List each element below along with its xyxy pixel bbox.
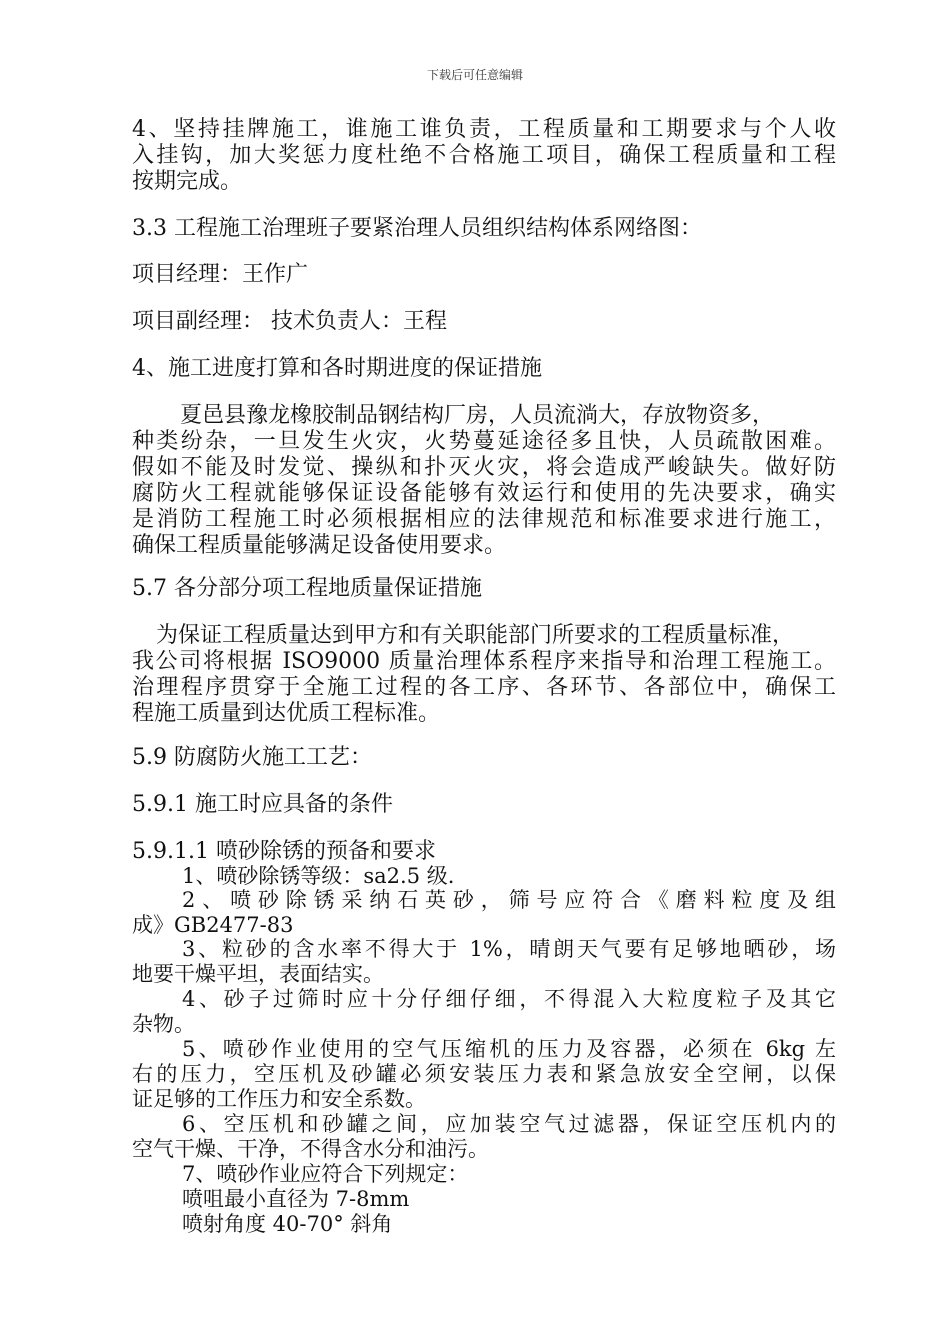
text-line: 我公司将根据 ISO9000 质量治理体系程序来指导和治理工程施工。 [132, 649, 836, 674]
text-line: 4、坚持挂牌施工，谁施工谁负责，工程质量和工期要求与个人收 [132, 117, 836, 142]
text-line: 假如不能及时发觉、操纵和扑灭火灾，将会造成严峻缺失。做好防 [132, 455, 836, 480]
text-line: 夏邑县豫龙橡胶制品钢结构厂房，人员流淌大，存放物资多， [180, 403, 775, 428]
list-item: 喷射角度 40-70° 斜角 [182, 1212, 393, 1236]
text-line: 成》GB2477-83 [132, 913, 294, 937]
text-line: 种类纷杂，一旦发生火灾，火势蔓延途径多且快，人员疏散困难。 [132, 429, 836, 454]
text-line: 空气干燥、干净，不得含水分和油污。 [132, 1137, 489, 1161]
list-item: 1、喷砂除锈等级：sa2.5 级. [182, 864, 455, 888]
text-line: 项目经理：王作广 [132, 262, 309, 287]
text-line: 腐防火工程就能够保证设备能够有效运行和使用的先决要求，确实 [132, 481, 836, 506]
section-heading: 5.9.1.1 喷砂除锈的预备和要求 [132, 839, 436, 864]
text-line: 为保证工程质量达到甲方和有关职能部门所要求的工程质量标准， [156, 623, 795, 648]
text-line: 项目副经理： 技术负责人：王程 [132, 309, 447, 334]
section-heading: 5.7 各分部分项工程地质量保证措施 [132, 576, 482, 601]
list-item: 7、喷砂作业应符合下列规定： [182, 1162, 469, 1186]
list-item: 5、喷砂作业使用的空气压缩机的压力及容器，必须在 6kg 左 [182, 1037, 836, 1061]
text-line: 证足够的工作压力和安全系数。 [132, 1087, 426, 1111]
list-item: 2、喷砂除锈采纳石英砂，筛号应符合《磨料粒度及组 [182, 888, 836, 912]
text-line: 地要干燥平坦，表面结实。 [132, 962, 384, 986]
list-item: 6、空压机和砂罐之间，应加装空气过滤器，保证空压机内的 [182, 1112, 836, 1136]
section-heading: 3.3 工程施工治理班子要紧治理人员组织结构体系网络图： [132, 216, 702, 241]
text-line: 按期完成。 [132, 169, 243, 194]
text-line: 入挂钩，加大奖惩力度杜绝不合格施工项目，确保工程质量和工程 [132, 143, 836, 168]
list-item: 4、砂子过筛时应十分仔细仔细，不得混入大粒度粒子及其它 [182, 987, 836, 1011]
section-heading: 5.9 防腐防火施工工艺： [132, 745, 372, 770]
section-heading: 4、施工进度打算和各时期进度的保证措施 [132, 356, 542, 381]
text-line: 治理程序贯穿于全施工过程的各工序、各环节、各部位中，确保工 [132, 675, 836, 700]
list-item: 喷咀最小直径为 7-8mm [182, 1187, 410, 1211]
section-heading: 5.9.1 施工时应具备的条件 [132, 792, 393, 817]
text-line: 是消防工程施工时必须根据相应的法律规范和标准要求进行施工， [132, 507, 836, 532]
list-item: 3、粒砂的含水率不得大于 1%，晴朗天气要有足够地晒砂，场 [182, 937, 836, 961]
text-line: 右的压力，空压机及砂罐必须安装压力表和紧急放安全空闸，以保 [132, 1062, 836, 1086]
text-line: 杂物。 [132, 1012, 195, 1036]
page-header: 下载后可任意编辑 [426, 68, 523, 82]
text-line: 确保工程质量能够满足设备使用要求。 [132, 533, 507, 558]
text-line: 程施工质量到达优质工程标准。 [132, 701, 441, 726]
